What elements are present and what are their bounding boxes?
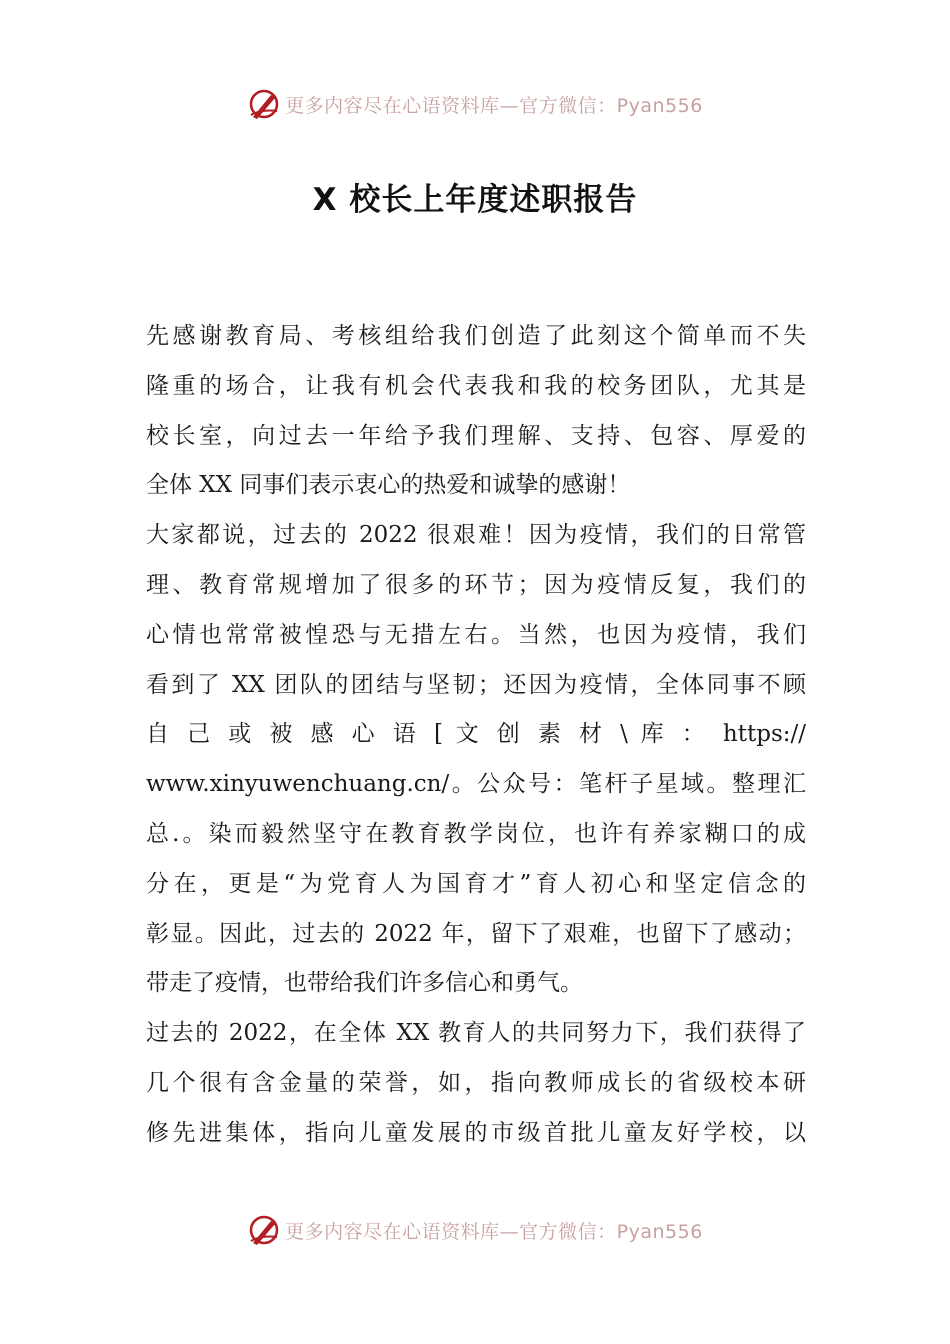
body-line: 修先进集体，指向儿童发展的市级首批儿童友好学校，以 (146, 1119, 806, 1146)
body-line: 全体 XX 同事们表示衷心的热爱和诚挚的感谢！ (146, 472, 631, 499)
pen-logo-icon (247, 87, 281, 121)
body-line: 理、教育常规增加了很多的环节；因为疫情反复，我们的 (146, 571, 806, 598)
body-line: 带走了疫情，也带给我们许多信心和勇气。 (146, 970, 583, 997)
body-line: 彰显。因此，过去的 2022 年，留下了艰难，也留下了感动； (146, 920, 806, 947)
header-banner (0, 84, 950, 124)
body-line: 分在，更是“为党育人为国育才”育人初心和坚定信念的 (146, 870, 806, 897)
body-line: 总.。染而毅然坚守在教育教学岗位，也许有养家糊口的成 (146, 820, 806, 847)
body-line: 隆重的场合，让我有机会代表我和我的校务团队，尤其是 (146, 372, 806, 399)
footer-banner (0, 1210, 950, 1250)
pen-logo-icon (247, 1213, 281, 1247)
body-line: 看到了 XX 团队的团结与坚韧；还因为疫情，全体同事不顾 (146, 671, 806, 698)
document-body (146, 312, 806, 1159)
body-line: 先感谢教育局、考核组给我们创造了此刻这个简单而不失 (146, 323, 806, 349)
body-line: 校长室，向过去一年给予我们理解、支持、包容、厚爱的 (146, 422, 806, 449)
document-title: X 校长上年度述职报告 (312, 182, 638, 218)
footer-banner-text: 更多内容尽在心语资料库—官方微信：Pyan556 (285, 1220, 703, 1243)
header-banner-text: 更多内容尽在心语资料库—官方微信：Pyan556 (285, 94, 703, 117)
body-line: 过去的 2022，在全体 XX 教育人的共同努力下，我们获得了 (146, 1020, 806, 1047)
body-line: www.xinyuwenchuang.cn/。公众号：笔杆子星域。整理汇 (146, 771, 806, 798)
body-line: 心情也常常被惶恐与无措左右。当然，也因为疫情，我们 (146, 621, 806, 648)
body-line: 几个很有含金量的荣誉，如，指向教师成长的省级校本研 (146, 1069, 806, 1096)
body-line: 大家都说，过去的 2022 很艰难！因为疫情，我们的日常管 (146, 522, 806, 549)
body-line: 自 己 或 被 感 心 语 [ 文 创 素 材 \ 库 ： https:// (146, 721, 806, 748)
